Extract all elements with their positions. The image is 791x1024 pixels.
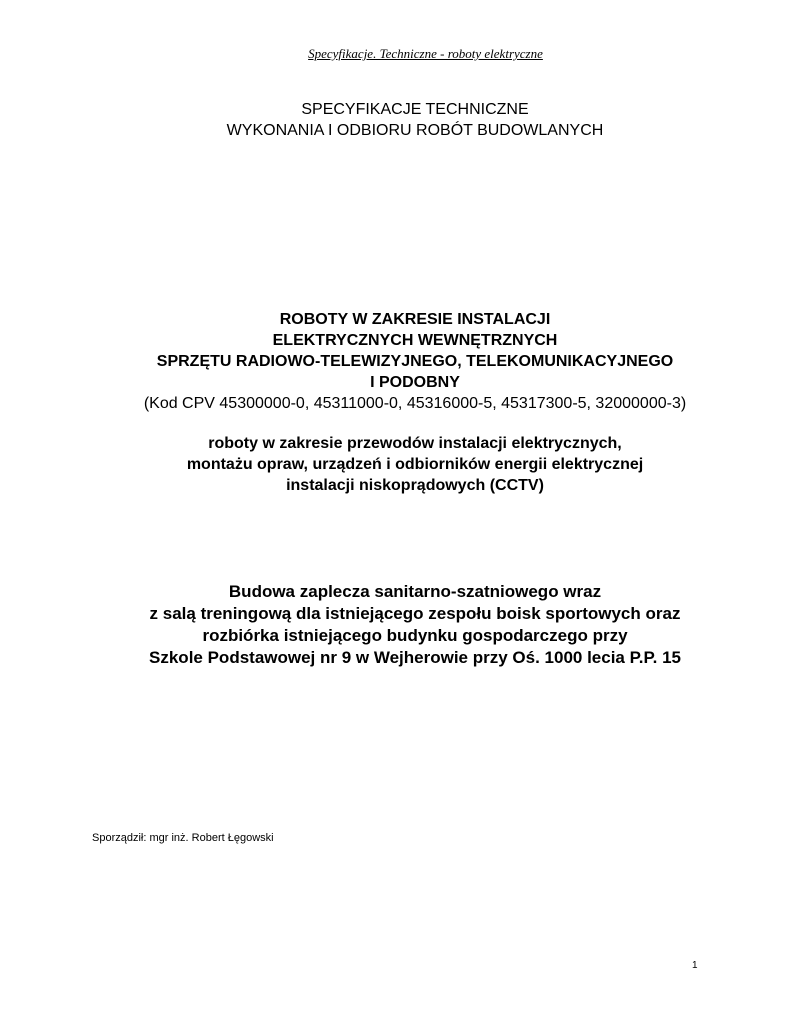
document-title-line-1: SPECYFIKACJE TECHNICZNE [301, 101, 529, 118]
cpv-codes [0, 393, 791, 415]
scope-title-line-4: I PODOBNY [370, 374, 460, 391]
works-description [0, 433, 791, 496]
scope-title-line-3: SPRZĘTU RADIOWO-TELEWIZYJNEGO, TELEKOMUNIKACYJNEGO [156, 353, 674, 370]
author-note: Sporządził: mgr inż. Robert Łęgowski [92, 832, 274, 844]
document-title [0, 99, 791, 141]
project-title-line-2: z salą treningową dla istniejącego zespołu boisk sportowych oraz [149, 604, 681, 623]
works-description-line-2: montażu opraw, urządzeń i odbiorników energii elektrycznej [186, 456, 644, 473]
project-title [0, 581, 791, 669]
document-title-line-2: WYKONANIA I ODBIORU ROBÓT BUDOWLANYCH [226, 122, 604, 139]
scope-title-line-1: ROBOTY W ZAKRESIE INSTALACJI [279, 311, 551, 328]
project-title-line-3: rozbiórka istniejącego budynku gospodarczego przy [202, 626, 628, 645]
page-number: 1 [692, 960, 698, 971]
scope-title [0, 309, 791, 393]
works-description-line-1: roboty w zakresie przewodów instalacji elektrycznych, [208, 435, 622, 452]
works-description-line-3: instalacji niskoprądowych (CCTV) [286, 477, 544, 494]
scope-title-line-2: ELEKTRYCZNYCH WEWNĘTRZNYCH [272, 332, 558, 349]
project-title-line-1: Budowa zaplecza sanitarno-szatniowego wraz [228, 582, 602, 601]
project-title-line-4: Szkole Podstawowej nr 9 w Wejherowie przy Oś. 1000 lecia P.P. 15 [149, 648, 681, 667]
running-header: Specyfikacje. Techniczne - roboty elektryczne [308, 46, 543, 61]
cpv-codes-text: (Kod CPV 45300000-0, 45311000-0, 45316000-5, 45317300-5, 32000000-3) [143, 395, 687, 412]
